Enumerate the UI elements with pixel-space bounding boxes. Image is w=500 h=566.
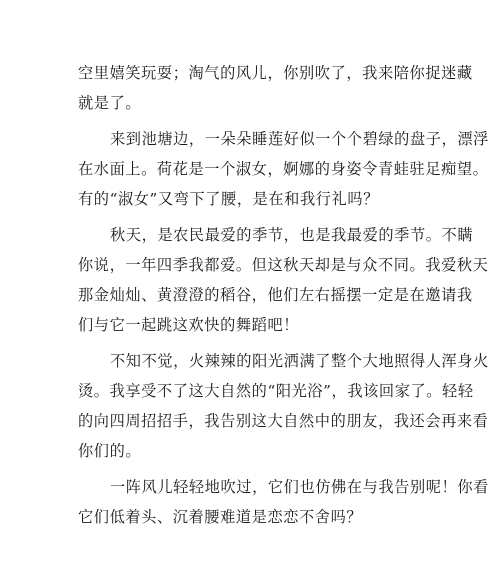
paragraph-line: 不知不觉，火辣辣的阳光洒满了整个大地照得人浑身火 bbox=[110, 352, 489, 370]
paragraph-line: 的向四周招招手，我告别这大自然中的朋友，我还会再来看 bbox=[78, 412, 489, 430]
paragraph-line: 它们低着头、沉着腰难道是恋恋不舍吗？ bbox=[78, 508, 363, 526]
paragraph-line: 有的“淑女”又弯下了腰，是在和我行礼吗？ bbox=[78, 190, 379, 208]
paragraph-2 bbox=[78, 124, 489, 214]
paragraph-line: 就是了。 bbox=[78, 94, 142, 112]
paragraph-1 bbox=[78, 58, 473, 118]
paragraph-line: 烫。我享受不了这大自然的“阳光浴”，我该回家了。轻轻 bbox=[78, 382, 474, 400]
paragraph-line: 秋天，是农民最爱的季节，也是我最爱的季节。不瞒 bbox=[110, 226, 474, 244]
paragraph-5 bbox=[78, 472, 489, 532]
paragraph-line: 空里嬉笑玩耍；淘气的风儿，你别吹了，我来陪你捉迷藏 bbox=[78, 64, 473, 82]
paragraph-line: 那金灿灿、黄澄澄的稻谷，他们左右摇摆一定是在邀请我 bbox=[78, 286, 473, 304]
document-body bbox=[78, 58, 489, 532]
paragraph-line: 你说，一年四季我都爱。但这秋天却是与众不同。我爱秋天 bbox=[78, 256, 489, 274]
paragraph-line: 在水面上。荷花是一个淑女，婀娜的身姿令青蛙驻足痴望。 bbox=[78, 160, 489, 178]
paragraph-line: 来到池塘边，一朵朵睡莲好似一个个碧绿的盘子，漂浮 bbox=[110, 130, 489, 148]
paragraph-4 bbox=[78, 346, 489, 466]
paragraph-3 bbox=[78, 220, 489, 340]
paragraph-line: 们与它一起跳这欢快的舞蹈吧！ bbox=[78, 316, 300, 334]
paragraph-line: 一阵风儿轻轻地吹过，它们也仿佛在与我告别呢！你看 bbox=[110, 478, 489, 496]
paragraph-line: 你们的。 bbox=[78, 442, 142, 460]
